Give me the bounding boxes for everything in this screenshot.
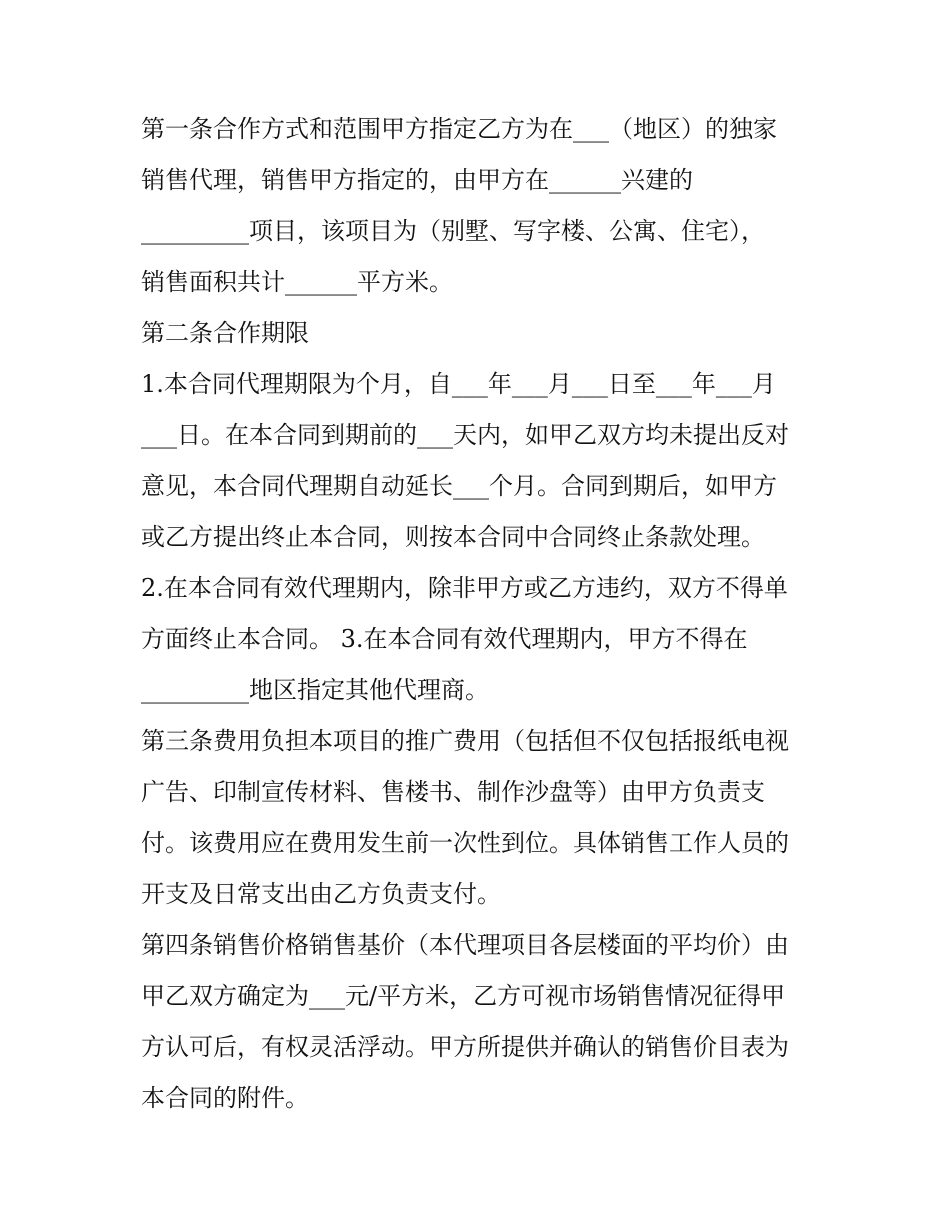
text-line: 本合同的附件。 — [141, 1084, 309, 1112]
text-line: _________项目，该项目为（别墅、写字楼、公寓、住宅）， — [141, 217, 765, 245]
text-line: 销售面积共计______平方米。 — [141, 268, 453, 296]
document-body — [141, 104, 816, 1124]
text-line: 广告、印制宣传材料、售楼书、制作沙盘等）由甲方负责支 — [141, 778, 765, 806]
text-line: 开支及日常支出由乙方负责支付。 — [141, 880, 501, 908]
text-line: 销售代理，销售甲方指定的，由甲方在______兴建的 — [141, 166, 693, 194]
text-line: 第四条销售价格销售基价（本代理项目各层楼面的平均价）由 — [141, 931, 789, 959]
text-line: _________地区指定其他代理商。 — [141, 676, 489, 704]
text-line: 方面终止本合同。 3.在本合同有效代理期内，甲方不得在 — [141, 625, 748, 653]
text-line: 或乙方提出终止本合同，则按本合同中合同终止条款处理。 — [141, 523, 765, 551]
text-line: 第一条合作方式和范围甲方指定乙方为在___（地区）的独家 — [141, 115, 777, 143]
text-line: 第三条费用负担本项目的推广费用（包括但不仅包括报纸电视 — [141, 727, 789, 755]
text-line: 付。该费用应在费用发生前一次性到位。具体销售工作人员的 — [141, 829, 789, 857]
text-line: 2.在本合同有效代理期内，除非甲方或乙方违约，双方不得单 — [141, 574, 788, 602]
text-line: 甲乙双方确定为___元/平方米，乙方可视市场销售情况征得甲 — [141, 982, 786, 1010]
text-line: 意见，本合同代理期自动延长___个月。合同到期后，如甲方 — [141, 472, 777, 500]
text-line: ___日。在本合同到期前的___天内，如甲乙双方均未提出反对 — [141, 421, 789, 449]
text-line: 方认可后，有权灵活浮动。甲方所提供并确认的销售价目表为 — [141, 1033, 789, 1061]
text-line: 1.本合同代理期限为个月，自___年___月___日至___年___月 — [141, 370, 776, 398]
section-heading-line: 第二条合作期限 — [141, 319, 309, 347]
